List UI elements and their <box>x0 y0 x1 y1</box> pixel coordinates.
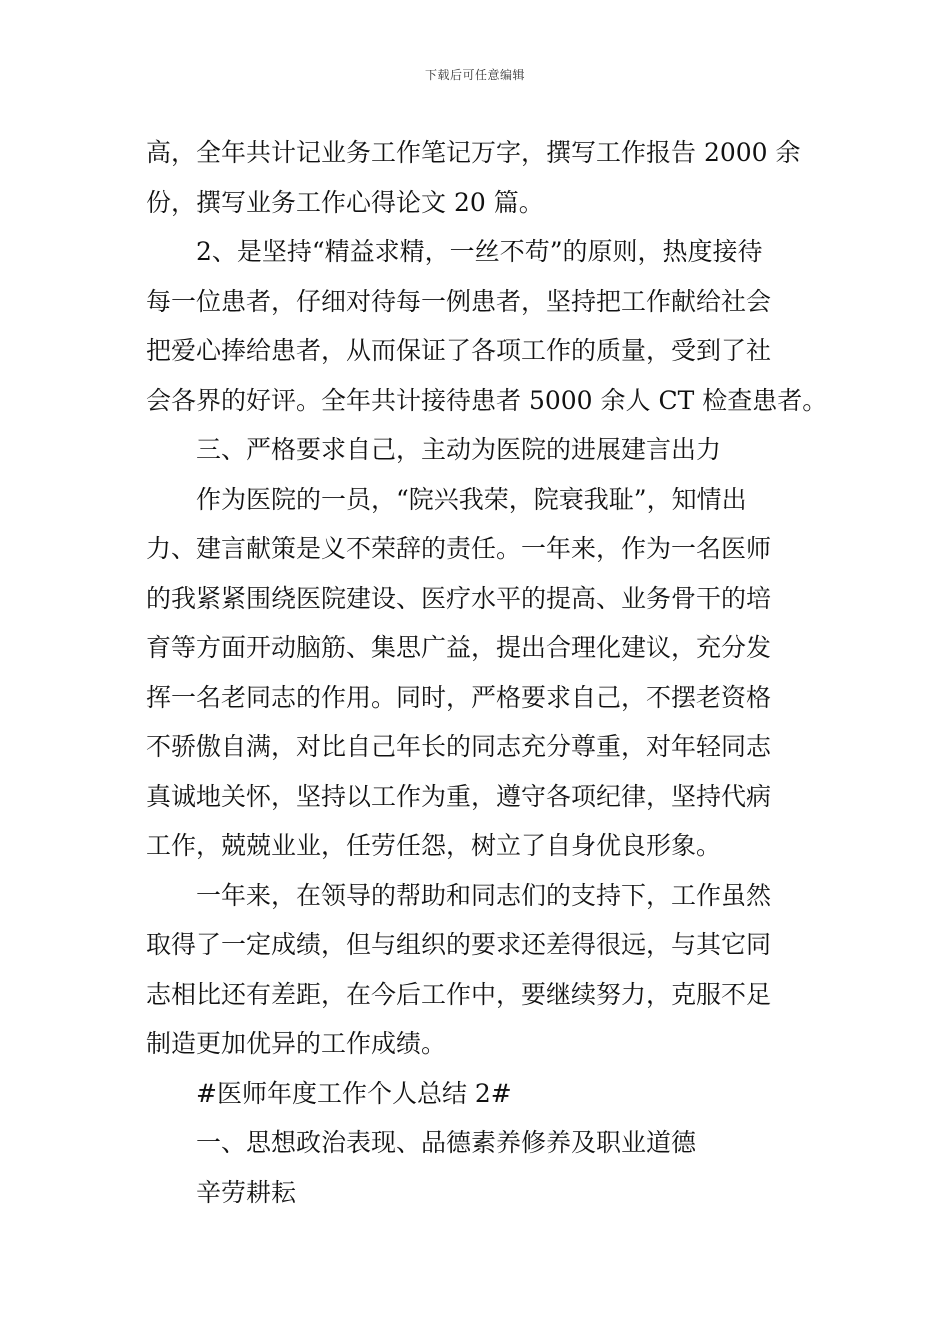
text-line: 的我紧紧围绕医院建设、医疗水平的提高、业务骨干的培 <box>146 583 772 613</box>
text-line: 工作，兢兢业业，任劳任怨，树立了自身优良形象。 <box>146 831 722 860</box>
text-line: 挥一名老同志的作用。同时，严格要求自己，不摆老资格 <box>146 682 772 712</box>
text-line: 不骄傲自满，对比自己年长的同志充分尊重，对年轻同志 <box>146 732 772 761</box>
text-line: 一年来，在领导的帮助和同志们的支持下，工作虽然 <box>196 880 772 910</box>
text-line: 志相比还有差距，在今后工作中，要继续努力，克服不足 <box>146 979 772 1009</box>
text-line: 真诚地关怀，坚持以工作为重，遵守各项纪律，坚持代病 <box>146 781 772 811</box>
text-line: 高，全年共计记业务工作笔记万字，撰写工作报告 2000 余 <box>146 138 801 167</box>
text-line: 2、是坚持“精益求精，一丝不苟”的原则，热度接待 <box>196 237 763 266</box>
document-body <box>146 128 828 1217</box>
text-line: 份，撰写业务工作心得论文 20 篇。 <box>146 187 544 217</box>
text-line: #医师年度工作个人总结 2# <box>196 1078 512 1108</box>
text-line: 会各界的好评。全年共计接待患者 5000 余人 CT 检查患者。 <box>146 385 828 415</box>
text-line: 一、思想政治表现、品德素养修养及职业道德 <box>196 1128 697 1157</box>
text-line: 辛劳耕耘 <box>196 1177 297 1207</box>
page-header: 下载后可任意编辑 <box>424 68 525 82</box>
text-line: 力、建言献策是义不荣辞的责任。一年来，作为一名医师 <box>146 534 772 563</box>
text-line: 制造更加优异的工作成绩。 <box>146 1029 447 1058</box>
text-line: 取得了一定成绩，但与组织的要求还差得很远，与其它同 <box>146 930 772 959</box>
text-line: 育等方面开动脑筋、集思广益，提出合理化建议，充分发 <box>146 633 772 662</box>
text-line: 作为医院的一员，“院兴我荣，院衰我耻”，知情出 <box>196 484 747 514</box>
text-line: 把爱心捧给患者，从而保证了各项工作的质量，受到了社 <box>146 336 772 365</box>
text-line: 三、严格要求自己，主动为医院的进展建言出力 <box>196 435 722 464</box>
text-line: 每一位患者，仔细对待每一例患者，坚持把工作献给社会 <box>146 286 772 316</box>
